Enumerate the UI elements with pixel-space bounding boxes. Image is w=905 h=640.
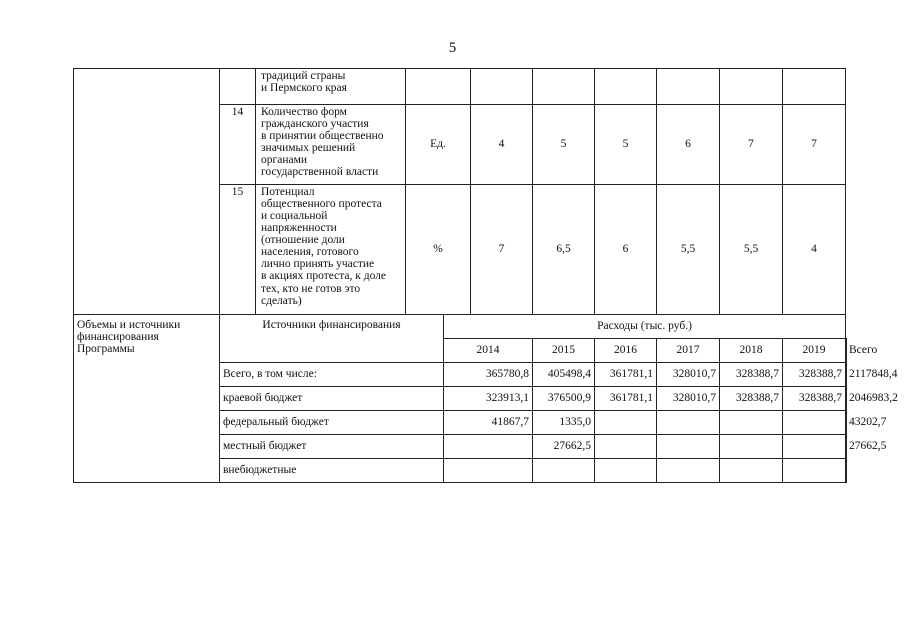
finance-value — [444, 435, 533, 459]
finance-value — [657, 411, 720, 435]
finance-value: 43202,7 — [846, 411, 847, 435]
year-cell: 2015 — [533, 339, 595, 363]
indicator-value — [533, 69, 595, 105]
finance-value: 323913,1 — [444, 387, 533, 411]
finance-value: 328010,7 — [657, 363, 720, 387]
finance-header-row — [74, 315, 847, 339]
finance-value: 405498,4 — [533, 363, 595, 387]
indicator-value — [657, 69, 720, 105]
finance-row-label: федеральный бюджет — [220, 411, 444, 435]
finance-value — [783, 459, 846, 483]
finance-value — [657, 459, 720, 483]
program-passport-table — [73, 68, 898, 483]
year-cell: Всего — [846, 339, 847, 363]
indicator-text: Потенциал общественного протеста и социальной напряженности (отношение доли населения, готового лично принять участие в акциях протеста, к доле тех, кто не готов это сделать) — [256, 185, 406, 315]
indicator-unit: Ед. — [406, 105, 471, 185]
indicator-value — [720, 69, 783, 105]
finance-value: 328388,7 — [720, 363, 783, 387]
finance-value — [783, 411, 846, 435]
finance-value: 365780,8 — [444, 363, 533, 387]
indicator-value: 5,5 — [657, 185, 720, 315]
indicator-value: 6,5 — [533, 185, 595, 315]
indicator-value: 6 — [595, 185, 657, 315]
indicator-value: 5 — [533, 105, 595, 185]
year-cell: 2017 — [657, 339, 720, 363]
year-cell: 2014 — [444, 339, 533, 363]
indicator-value: 6 — [657, 105, 720, 185]
year-cell: 2018 — [720, 339, 783, 363]
finance-value — [846, 459, 847, 483]
finance-row-label: внебюджетные — [220, 459, 444, 483]
expenses-header: Расходы (тыс. руб.) — [444, 315, 846, 339]
finance-row-label: краевой бюджет — [220, 387, 444, 411]
indicator-value: 5 — [595, 105, 657, 185]
finance-row-label: местный бюджет — [220, 435, 444, 459]
indicator-value: 7 — [783, 105, 846, 185]
finance-value — [783, 435, 846, 459]
left-blank-cell — [74, 69, 220, 315]
year-cell: 2019 — [783, 339, 846, 363]
finance-value — [444, 459, 533, 483]
page-number: 5 — [448, 40, 457, 56]
finance-value: 328388,7 — [783, 363, 846, 387]
indicator-number: 14 — [220, 105, 256, 185]
finance-value: 2046983,2 — [846, 387, 847, 411]
indicator-row — [74, 69, 847, 105]
sources-header: Источники финансирования — [220, 315, 444, 363]
indicator-value — [783, 69, 846, 105]
finance-row-label: Всего, в том числе: — [220, 363, 444, 387]
finance-value: 376500,9 — [533, 387, 595, 411]
finance-value: 328388,7 — [720, 387, 783, 411]
finance-value: 2117848,4 — [846, 363, 847, 387]
finance-value — [657, 435, 720, 459]
indicator-text: Количество форм гражданского участия в принятии общественно значимых решений органами государственной власти — [256, 105, 406, 185]
indicator-value — [595, 69, 657, 105]
finance-value: 27662,5 — [846, 435, 847, 459]
finance-value: 361781,1 — [595, 363, 657, 387]
finance-value — [720, 411, 783, 435]
indicator-value: 4 — [783, 185, 846, 315]
finance-value — [533, 459, 595, 483]
finance-value — [720, 435, 783, 459]
finance-section-label: Объемы и источники финансирования Программы — [74, 315, 220, 483]
finance-value — [595, 411, 657, 435]
finance-value — [595, 459, 657, 483]
indicator-text: традиций страны и Пермского края — [256, 69, 406, 105]
finance-value: 328388,7 — [783, 387, 846, 411]
indicator-value: 7 — [471, 185, 533, 315]
finance-value: 27662,5 — [533, 435, 595, 459]
indicator-number — [220, 69, 256, 105]
indicator-value — [471, 69, 533, 105]
year-cell: 2016 — [595, 339, 657, 363]
finance-value — [595, 435, 657, 459]
finance-value: 361781,1 — [595, 387, 657, 411]
indicator-value: 7 — [720, 105, 783, 185]
indicator-value: 5,5 — [720, 185, 783, 315]
indicator-number: 15 — [220, 185, 256, 315]
finance-value — [720, 459, 783, 483]
indicator-unit — [406, 69, 471, 105]
finance-value: 328010,7 — [657, 387, 720, 411]
indicator-unit: % — [406, 185, 471, 315]
finance-value: 41867,7 — [444, 411, 533, 435]
finance-value: 1335,0 — [533, 411, 595, 435]
indicator-value: 4 — [471, 105, 533, 185]
